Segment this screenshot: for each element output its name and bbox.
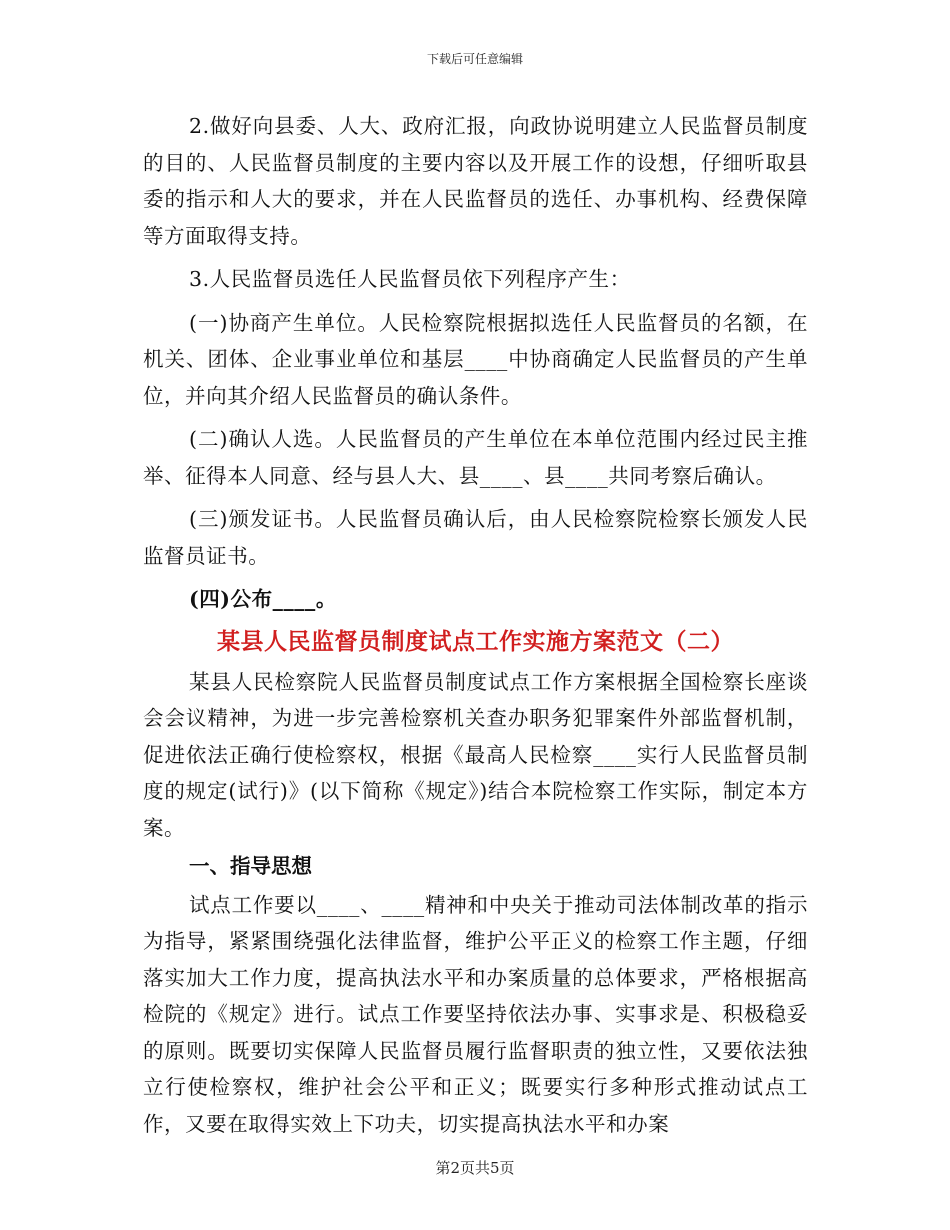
paragraph-step-1: (一)协商产生单位。人民检察院根据拟选任人民监督员的名额，在机关、团体、企业事业单位和基层____中协商确定人民监督员的产生单位，并向其介绍人民监督员的确认条件。 [143, 310, 808, 408]
paragraph-step-3: (三)颁发证书。人民监督员确认后，由人民检察院检察长颁发人民监督员证书。 [143, 507, 808, 568]
section-heading-guiding-thought: 一、指导思想 [189, 854, 312, 878]
paragraph-item-3: 3.人民监督员选任人民监督员依下列程序产生： [189, 267, 631, 291]
section-title: 某县人民监督员制度试点工作实施方案范文（二） [217, 628, 734, 655]
page-header: 下载后可任意编辑 [426, 52, 523, 66]
paragraph-guiding-thought: 试点工作要以____、____精神和中央关于推动司法体制改革的指示为指导，紧紧围绕强化法律监督，维护公平正义的检察工作主题，仔细落实加大工作力度，提高执法水平和办案质量的总体要求，严格根据高检院的《规定》进行。试点工作要坚持依法办事、实事求是、积极稳妥的原则。既要切实保障人民监督员履行监督职责的独立性，又要依法独立行使检察权，维护社会公平和正义；既要实行多种形式推动试点工作，又要在取得实效上下功夫，切实提高执法水平和办案 [143, 892, 808, 1136]
paragraph-step-2: (二)确认人选。人民监督员的产生单位在本单位范围内经过民主推举、征得本人同意、经与县人大、县____、县____共同考察后确认。 [143, 427, 808, 488]
document-body [143, 108, 808, 1142]
paragraph-item-2: 2.做好向县委、人大、政府汇报，向政协说明建立人民监督员制度的目的、人民监督员制度的主要内容以及开展工作的设想，仔细听取县委的指示和人大的要求，并在人民监督员的选任、办事机构、经费保障等方面取得支持。 [143, 114, 808, 248]
paragraph-intro: 某县人民检察院人民监督员制度试点工作方案根据全国检察长座谈会会议精神，为进一步完善检察机关查办职务犯罪案件外部监督机制，促进依法正确行使检察权，根据《最高人民检察____实行人民监督员制度的规定(试行)》(以下简称《规定》)结合本院检察工作实际，制定本方案。 [143, 669, 808, 840]
page-footer: 第2页共5页 [435, 1159, 515, 1177]
paragraph-step-4: (四)公布____。 [189, 587, 337, 611]
